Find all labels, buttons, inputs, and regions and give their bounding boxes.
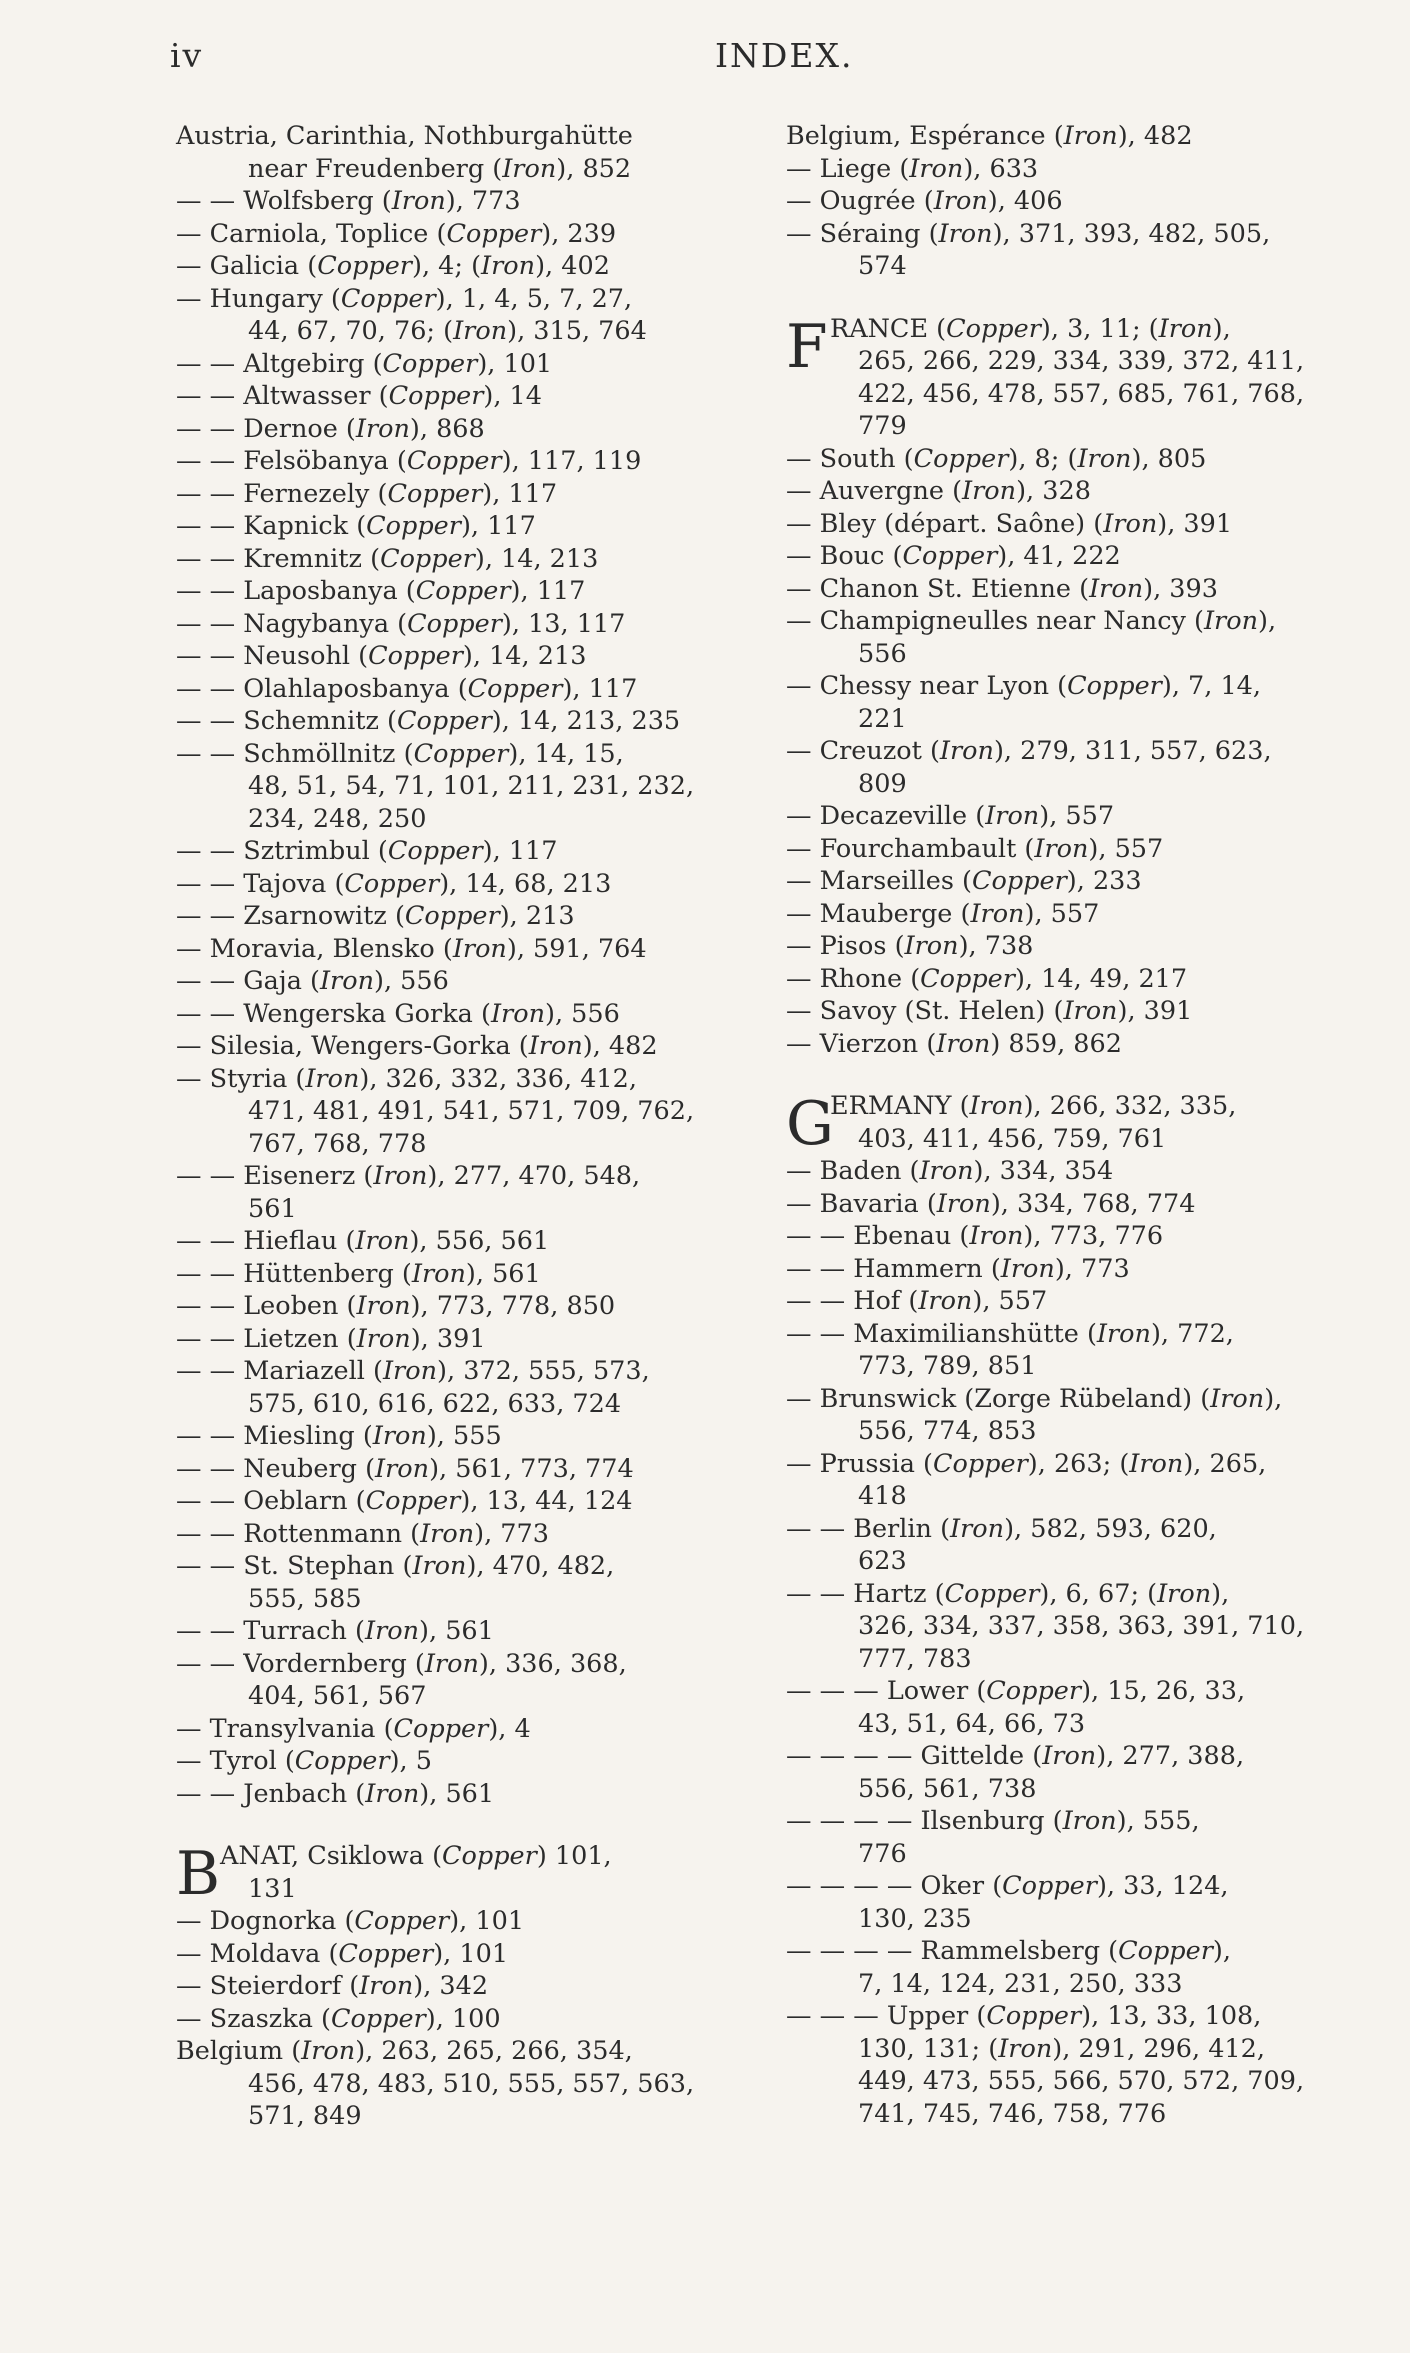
index-entry bbox=[176, 283, 736, 348]
index-line: — — Berlin (Iron), 582, 593, 620, bbox=[786, 1513, 1217, 1544]
index-line: 326, 334, 337, 358, 363, 391, 710, bbox=[858, 1611, 1305, 1641]
index-line: 741, 745, 746, 758, 776 bbox=[858, 2098, 1167, 2129]
index-line: — — Hieflau (Iron), 556, 561 bbox=[176, 1226, 550, 1256]
index-line: 404, 561, 567 bbox=[248, 1681, 427, 1711]
ditto-dash: — — bbox=[176, 1616, 244, 1646]
index-entry bbox=[786, 540, 1346, 573]
ditto-dash: — bbox=[176, 251, 210, 281]
index-line: — Savoy (St. Helen) (Iron), 391 bbox=[786, 996, 1193, 1026]
ditto-dash: — — bbox=[786, 1221, 854, 1251]
index-line: 234, 248, 250 bbox=[248, 803, 427, 834]
index-line: ERMANY (Iron), 266, 332, 335, bbox=[830, 1091, 1237, 1121]
index-entry bbox=[786, 153, 1346, 186]
index-entry bbox=[176, 933, 736, 966]
index-line: — — Wolfsberg (Iron), 773 bbox=[176, 186, 521, 216]
index-line: 471, 481, 491, 541, 571, 709, 762, bbox=[248, 1096, 695, 1126]
ditto-dash: — bbox=[786, 833, 820, 864]
index-entry bbox=[786, 833, 1346, 866]
index-line: — Baden (Iron), 334, 354 bbox=[786, 1156, 1114, 1186]
index-line: — — Turrach (Iron), 561 bbox=[176, 1616, 494, 1646]
index-line: — Marseilles (Copper), 233 bbox=[786, 866, 1142, 896]
ditto-dash: — — bbox=[176, 446, 244, 476]
ditto-dash: — — bbox=[176, 1518, 244, 1549]
index-line: — — Hartz (Copper), 6, 67; (Iron), bbox=[786, 1578, 1230, 1609]
index-entry bbox=[176, 1970, 736, 2003]
ditto-dash: — bbox=[786, 996, 820, 1026]
page-title: INDEX. bbox=[715, 36, 854, 75]
index-line: — — Oeblarn (Copper), 13, 44, 124 bbox=[176, 1486, 633, 1516]
index-entry bbox=[176, 738, 736, 836]
index-line: — — Neusohl (Copper), 14, 213 bbox=[176, 641, 587, 671]
index-line: — Liege (Iron), 633 bbox=[786, 153, 1039, 184]
ditto-dash: — — bbox=[176, 706, 244, 736]
index-line: — Decazeville (Iron), 557 bbox=[786, 801, 1115, 831]
ditto-dash: — — bbox=[176, 1291, 244, 1321]
index-line: ANAT, Csiklowa (Copper) 101, bbox=[220, 1841, 612, 1871]
index-entry bbox=[176, 413, 736, 446]
index-entry bbox=[176, 1290, 736, 1323]
ditto-dash: — bbox=[176, 1938, 210, 1969]
index-line: — Steierdorf (Iron), 342 bbox=[176, 1971, 489, 2001]
index-line: — — Olahlaposbanya (Copper), 117 bbox=[176, 673, 638, 704]
index-line: — — — Lower (Copper), 15, 26, 33, bbox=[786, 1676, 1246, 1706]
ditto-dash: — bbox=[786, 1448, 820, 1479]
index-line: — Styria (Iron), 326, 332, 336, 412, bbox=[176, 1063, 637, 1094]
index-line: 403, 411, 456, 759, 761 bbox=[858, 1123, 1167, 1154]
index-line: — Galicia (Copper), 4; (Iron), 402 bbox=[176, 251, 610, 281]
ditto-dash: — — bbox=[176, 1453, 244, 1484]
ditto-dash: — — bbox=[786, 1253, 854, 1284]
ditto-dash: — bbox=[786, 898, 820, 929]
ditto-dash: — — bbox=[176, 1778, 244, 1809]
index-entry bbox=[176, 868, 736, 901]
index-entry bbox=[176, 1258, 736, 1291]
index-line: — — Zsarnowitz (Copper), 213 bbox=[176, 901, 575, 931]
index-entry bbox=[786, 1188, 1346, 1221]
ditto-dash: — — bbox=[176, 738, 244, 769]
index-line: — Carniola, Toplice (Copper), 239 bbox=[176, 218, 617, 249]
index-entry bbox=[786, 443, 1346, 476]
index-line: — Silesia, Wengers-Gorka (Iron), 482 bbox=[176, 1031, 658, 1061]
index-entry bbox=[786, 1935, 1346, 2000]
index-entry bbox=[176, 218, 736, 251]
index-entry bbox=[176, 1745, 736, 1778]
index-line: — Bavaria (Iron), 334, 768, 774 bbox=[786, 1188, 1196, 1219]
index-line: — Bouc (Copper), 41, 222 bbox=[786, 541, 1121, 571]
index-line: 776 bbox=[858, 1838, 907, 1869]
index-entry bbox=[176, 1355, 736, 1420]
index-line: — Transylvania (Copper), 4 bbox=[176, 1713, 531, 1744]
index-line: 809 bbox=[858, 768, 907, 799]
ditto-dash: — — bbox=[176, 608, 244, 639]
ditto-dash: — — bbox=[176, 1226, 244, 1256]
index-line: — — Nagybanya (Copper), 13, 117 bbox=[176, 608, 626, 639]
ditto-dash: — bbox=[786, 573, 820, 604]
index-line: Belgium, Espérance (Iron), 482 bbox=[786, 121, 1193, 151]
ditto-dash: — bbox=[786, 671, 820, 701]
ditto-dash: — bbox=[176, 1971, 210, 2001]
ditto-dash: — — — — bbox=[786, 1936, 921, 1966]
index-line: — — Laposbanya (Copper), 117 bbox=[176, 576, 586, 606]
ditto-dash: — — bbox=[176, 673, 244, 704]
index-entry bbox=[786, 670, 1346, 735]
index-entry bbox=[786, 963, 1346, 996]
index-line: — Creuzot (Iron), 279, 311, 557, 623, bbox=[786, 736, 1272, 766]
ditto-dash: — bbox=[786, 218, 820, 249]
index-line: — Hungary (Copper), 1, 4, 5, 7, 27, bbox=[176, 283, 633, 314]
index-line: — Prussia (Copper), 263; (Iron), 265, bbox=[786, 1448, 1267, 1479]
index-entry bbox=[176, 348, 736, 381]
ditto-dash: — bbox=[176, 283, 210, 314]
ditto-dash: — — bbox=[176, 348, 244, 379]
index-line: near Freudenberg (Iron), 852 bbox=[248, 153, 632, 184]
index-line: 7, 14, 124, 231, 250, 333 bbox=[858, 1968, 1183, 1999]
index-line: — — Hof (Iron), 557 bbox=[786, 1286, 1048, 1316]
ditto-dash: — bbox=[176, 1063, 210, 1094]
index-line: — — Gaja (Iron), 556 bbox=[176, 966, 449, 996]
index-entry bbox=[786, 1513, 1346, 1578]
index-entry bbox=[176, 250, 736, 283]
index-line: — — — — Oker (Copper), 33, 124, bbox=[786, 1871, 1229, 1901]
ditto-dash: — — — — bbox=[786, 1871, 921, 1901]
index-entry bbox=[786, 898, 1346, 931]
index-line: — Fourchambault (Iron), 557 bbox=[786, 833, 1164, 864]
index-entry bbox=[176, 2035, 736, 2133]
ditto-dash: — bbox=[786, 866, 820, 896]
index-line: — — Miesling (Iron), 555 bbox=[176, 1421, 502, 1451]
index-line: Austria, Carinthia, Nothburgahütte bbox=[176, 121, 633, 151]
index-entry bbox=[176, 1160, 736, 1225]
ditto-dash: — bbox=[786, 963, 820, 994]
index-line: — — Fernezely (Copper), 117 bbox=[176, 478, 558, 509]
index-column-right bbox=[786, 120, 1346, 2130]
ditto-dash: — — bbox=[176, 901, 244, 931]
index-entry bbox=[786, 1805, 1346, 1870]
index-line: — — St. Stephan (Iron), 470, 482, bbox=[176, 1551, 615, 1581]
index-line: 422, 456, 478, 557, 685, 761, 768, bbox=[858, 378, 1305, 409]
index-entry bbox=[176, 510, 736, 543]
index-line: RANCE (Copper), 3, 11; (Iron), bbox=[830, 313, 1231, 344]
index-line: — Tyrol (Copper), 5 bbox=[176, 1746, 432, 1776]
index-entry bbox=[176, 900, 736, 933]
index-line: — Chanon St. Etienne (Iron), 393 bbox=[786, 573, 1218, 604]
index-line: 574 bbox=[858, 251, 907, 281]
index-section-heading bbox=[786, 313, 1346, 443]
index-line: 556, 561, 738 bbox=[858, 1773, 1037, 1804]
drop-cap-letter: B bbox=[176, 1839, 221, 1909]
index-entry bbox=[176, 1453, 736, 1486]
ditto-dash: — — — bbox=[786, 1676, 887, 1706]
ditto-dash: — — bbox=[786, 1513, 854, 1544]
ditto-dash: — — bbox=[176, 998, 244, 1029]
index-entry bbox=[786, 1220, 1346, 1253]
index-line: — — Eisenerz (Iron), 277, 470, 548, bbox=[176, 1161, 641, 1191]
index-line: — — Neuberg (Iron), 561, 773, 774 bbox=[176, 1453, 634, 1484]
index-line: — — Felsöbanya (Copper), 117, 119 bbox=[176, 446, 642, 476]
index-section-heading bbox=[176, 1839, 736, 1909]
index-entry bbox=[786, 995, 1346, 1028]
index-line: 773, 789, 851 bbox=[858, 1351, 1037, 1381]
index-entry bbox=[176, 445, 736, 478]
ditto-dash: — — bbox=[176, 1551, 244, 1581]
index-entry bbox=[786, 573, 1346, 606]
ditto-dash: — bbox=[786, 1188, 820, 1219]
index-line: — Vierzon (Iron) 859, 862 bbox=[786, 1028, 1122, 1059]
ditto-dash: — — bbox=[176, 1258, 244, 1289]
index-line: 767, 768, 778 bbox=[248, 1128, 427, 1159]
index-line: 418 bbox=[858, 1481, 907, 1511]
index-entry bbox=[176, 1615, 736, 1648]
drop-cap-letter: G bbox=[786, 1089, 834, 1159]
index-line: 48, 51, 54, 71, 101, 211, 231, 232, bbox=[248, 771, 695, 801]
index-entry bbox=[786, 185, 1346, 218]
index-entry bbox=[176, 478, 736, 511]
index-entry bbox=[786, 1028, 1346, 1061]
index-line: 131 bbox=[248, 1873, 297, 1904]
page-number: iv bbox=[170, 36, 204, 75]
index-line: 456, 478, 483, 510, 555, 557, 563, bbox=[248, 2068, 695, 2099]
index-entry bbox=[176, 1063, 736, 1161]
index-line: — — Hammern (Iron), 773 bbox=[786, 1253, 1130, 1284]
index-entry bbox=[176, 1938, 736, 1971]
ditto-dash: — — bbox=[176, 381, 244, 411]
index-entry bbox=[786, 2000, 1346, 2130]
index-entry bbox=[786, 1253, 1346, 1286]
index-line: 556, 774, 853 bbox=[858, 1416, 1037, 1446]
ditto-dash: — — bbox=[176, 1323, 244, 1354]
index-line: — Szaszka (Copper), 100 bbox=[176, 2003, 501, 2034]
index-line: — — Kapnick (Copper), 117 bbox=[176, 511, 536, 541]
index-line: — — Jenbach (Iron), 561 bbox=[176, 1778, 495, 1809]
index-line: — Chessy near Lyon (Copper), 7, 14, bbox=[786, 671, 1262, 701]
index-entry bbox=[786, 1285, 1346, 1318]
ditto-dash: — bbox=[176, 1746, 210, 1776]
ditto-dash: — — bbox=[176, 1421, 244, 1451]
index-line: 265, 266, 229, 334, 339, 372, 411, bbox=[858, 346, 1305, 376]
ditto-dash: — — bbox=[176, 186, 244, 216]
index-line: — Auvergne (Iron), 328 bbox=[786, 476, 1091, 506]
ditto-dash: — bbox=[786, 186, 820, 216]
index-entry bbox=[786, 605, 1346, 670]
index-entry bbox=[786, 1155, 1346, 1188]
index-entry bbox=[786, 735, 1346, 800]
index-entry bbox=[176, 705, 736, 738]
ditto-dash: — — — — bbox=[786, 1741, 921, 1771]
ditto-dash: — bbox=[786, 606, 820, 636]
ditto-dash: — — bbox=[176, 478, 244, 509]
index-line: — — Lietzen (Iron), 391 bbox=[176, 1323, 486, 1354]
index-line: — Brunswick (Zorge Rübeland) (Iron), bbox=[786, 1383, 1283, 1414]
index-line: 555, 585 bbox=[248, 1583, 362, 1614]
index-entry bbox=[176, 120, 736, 185]
index-line: 221 bbox=[858, 703, 907, 734]
index-entry bbox=[786, 800, 1346, 833]
drop-cap-letter: F bbox=[786, 311, 828, 382]
index-line: 43, 51, 64, 66, 73 bbox=[858, 1708, 1086, 1739]
ditto-dash: — bbox=[786, 153, 820, 184]
index-line: — — — — Rammelsberg (Copper), bbox=[786, 1936, 1231, 1966]
index-line: — — Leoben (Iron), 773, 778, 850 bbox=[176, 1291, 616, 1321]
index-line: — South (Copper), 8; (Iron), 805 bbox=[786, 443, 1207, 474]
index-line: — — Wengerska Gorka (Iron), 556 bbox=[176, 998, 620, 1029]
index-line: 779 bbox=[858, 411, 907, 441]
index-line: — Champigneulles near Nancy (Iron), bbox=[786, 606, 1277, 636]
index-entry bbox=[176, 2003, 736, 2036]
ditto-dash: — bbox=[786, 1028, 820, 1059]
ditto-dash: — — bbox=[786, 1318, 854, 1349]
index-entry bbox=[176, 965, 736, 998]
index-line: — — Altgebirg (Copper), 101 bbox=[176, 348, 553, 379]
index-line: — Rhone (Copper), 14, 49, 217 bbox=[786, 963, 1188, 994]
index-entry bbox=[176, 998, 736, 1031]
index-line: — Mauberge (Iron), 557 bbox=[786, 898, 1100, 929]
index-entry bbox=[176, 1323, 736, 1356]
index-entry bbox=[176, 185, 736, 218]
ditto-dash: — — bbox=[176, 1648, 244, 1679]
ditto-dash: — bbox=[176, 2003, 210, 2034]
index-entry bbox=[176, 1778, 736, 1811]
ditto-dash: — bbox=[786, 443, 820, 474]
index-entry bbox=[176, 1550, 736, 1615]
index-entry bbox=[786, 930, 1346, 963]
index-section-heading bbox=[786, 1089, 1346, 1159]
index-entry bbox=[176, 543, 736, 576]
index-column-left bbox=[176, 120, 736, 2133]
index-line: 777, 783 bbox=[858, 1643, 972, 1674]
index-line: — — Dernoe (Iron), 868 bbox=[176, 413, 485, 444]
ditto-dash: — — bbox=[176, 641, 244, 671]
index-line: — — — — Ilsenburg (Iron), 555, bbox=[786, 1806, 1200, 1836]
index-line: 623 bbox=[858, 1546, 907, 1576]
ditto-dash: — — — — bbox=[786, 1806, 921, 1836]
index-line: — Ougrée (Iron), 406 bbox=[786, 186, 1063, 216]
ditto-dash: — bbox=[786, 541, 820, 571]
ditto-dash: — — bbox=[176, 1161, 244, 1191]
index-line: — — — Upper (Copper), 13, 33, 108, bbox=[786, 2001, 1262, 2031]
index-line: 575, 610, 616, 622, 633, 724 bbox=[248, 1388, 622, 1419]
ditto-dash: — — bbox=[176, 836, 244, 866]
index-entry bbox=[176, 380, 736, 413]
index-line: 571, 849 bbox=[248, 2101, 362, 2131]
ditto-dash: — — bbox=[786, 1286, 854, 1316]
ditto-dash: — bbox=[786, 476, 820, 506]
index-line: — — Schemnitz (Copper), 14, 213, 235 bbox=[176, 706, 681, 736]
index-line: 44, 67, 70, 76; (Iron), 315, 764 bbox=[248, 316, 647, 346]
index-line: 556 bbox=[858, 638, 907, 669]
index-entry bbox=[176, 1713, 736, 1746]
index-line: — — Schmöllnitz (Copper), 14, 15, bbox=[176, 738, 624, 769]
index-line: — — Vordernberg (Iron), 336, 368, bbox=[176, 1648, 627, 1679]
index-line: — — Kremnitz (Copper), 14, 213 bbox=[176, 543, 599, 574]
index-line: — — Maximilianshütte (Iron), 772, bbox=[786, 1318, 1234, 1349]
index-entry bbox=[176, 835, 736, 868]
index-line: — Moravia, Blensko (Iron), 591, 764 bbox=[176, 933, 647, 964]
index-entry bbox=[176, 1648, 736, 1713]
ditto-dash: — bbox=[176, 1906, 210, 1936]
ditto-dash: — bbox=[786, 736, 820, 766]
index-line: — Moldava (Copper), 101 bbox=[176, 1938, 509, 1969]
index-entry bbox=[786, 1870, 1346, 1935]
ditto-dash: — bbox=[786, 508, 820, 539]
index-entry bbox=[176, 1485, 736, 1518]
index-line: — Dognorka (Copper), 101 bbox=[176, 1906, 525, 1936]
index-line: — Pisos (Iron), 738 bbox=[786, 931, 1034, 961]
index-entry bbox=[786, 1318, 1346, 1383]
ditto-dash: — bbox=[786, 801, 820, 831]
ditto-dash: — — bbox=[176, 413, 244, 444]
index-entry bbox=[176, 575, 736, 608]
ditto-dash: — bbox=[176, 933, 210, 964]
index-entry bbox=[176, 673, 736, 706]
ditto-dash: — — bbox=[176, 576, 244, 606]
ditto-dash: — bbox=[786, 1156, 820, 1186]
index-line: — — Mariazell (Iron), 372, 555, 573, bbox=[176, 1356, 650, 1386]
index-entry bbox=[176, 608, 736, 641]
index-entry bbox=[786, 218, 1346, 283]
index-entry bbox=[786, 120, 1346, 153]
ditto-dash: — — bbox=[176, 1486, 244, 1516]
index-line: — Séraing (Iron), 371, 393, 482, 505, bbox=[786, 218, 1271, 249]
index-entry bbox=[176, 1225, 736, 1258]
index-entry bbox=[786, 1675, 1346, 1740]
index-line: — — Altwasser (Copper), 14 bbox=[176, 381, 543, 411]
index-entry bbox=[176, 640, 736, 673]
index-line: — Bley (départ. Saône) (Iron), 391 bbox=[786, 508, 1233, 539]
index-entry bbox=[786, 865, 1346, 898]
index-line: — — Sztrimbul (Copper), 117 bbox=[176, 836, 558, 866]
ditto-dash: — bbox=[176, 1031, 210, 1061]
index-entry bbox=[786, 1740, 1346, 1805]
index-line: — — Tajova (Copper), 14, 68, 213 bbox=[176, 868, 612, 899]
index-entry bbox=[786, 508, 1346, 541]
index-line: 449, 473, 555, 566, 570, 572, 709, bbox=[858, 2066, 1305, 2096]
page-header bbox=[0, 36, 1410, 76]
ditto-dash: — — bbox=[786, 1578, 854, 1609]
index-entry bbox=[786, 1383, 1346, 1448]
index-line: 130, 131; (Iron), 291, 296, 412, bbox=[858, 2033, 1265, 2064]
ditto-dash: — — bbox=[176, 966, 244, 996]
index-line: Belgium (Iron), 263, 265, 266, 354, bbox=[176, 2036, 633, 2066]
index-line: 561 bbox=[248, 1193, 297, 1224]
index-line: — — Ebenau (Iron), 773, 776 bbox=[786, 1221, 1164, 1251]
ditto-dash: — — — bbox=[786, 2001, 887, 2031]
ditto-dash: — — bbox=[176, 1356, 244, 1386]
index-line: — — Hüttenberg (Iron), 561 bbox=[176, 1258, 541, 1289]
ditto-dash: — — bbox=[176, 868, 244, 899]
ditto-dash: — bbox=[786, 931, 820, 961]
index-line: — — — — Gittelde (Iron), 277, 388, bbox=[786, 1741, 1245, 1771]
index-line: — — Rottenmann (Iron), 773 bbox=[176, 1518, 549, 1549]
ditto-dash: — — bbox=[176, 511, 244, 541]
ditto-dash: — bbox=[176, 1713, 210, 1744]
index-entry bbox=[176, 1518, 736, 1551]
index-entry bbox=[786, 1578, 1346, 1676]
index-entry bbox=[786, 475, 1346, 508]
index-line: 130, 235 bbox=[858, 1903, 972, 1934]
ditto-dash: — — bbox=[176, 543, 244, 574]
ditto-dash: — bbox=[176, 218, 210, 249]
index-entry bbox=[176, 1420, 736, 1453]
index-entry bbox=[176, 1905, 736, 1938]
ditto-dash: — bbox=[786, 1383, 820, 1414]
index-entry bbox=[176, 1030, 736, 1063]
index-entry bbox=[786, 1448, 1346, 1513]
